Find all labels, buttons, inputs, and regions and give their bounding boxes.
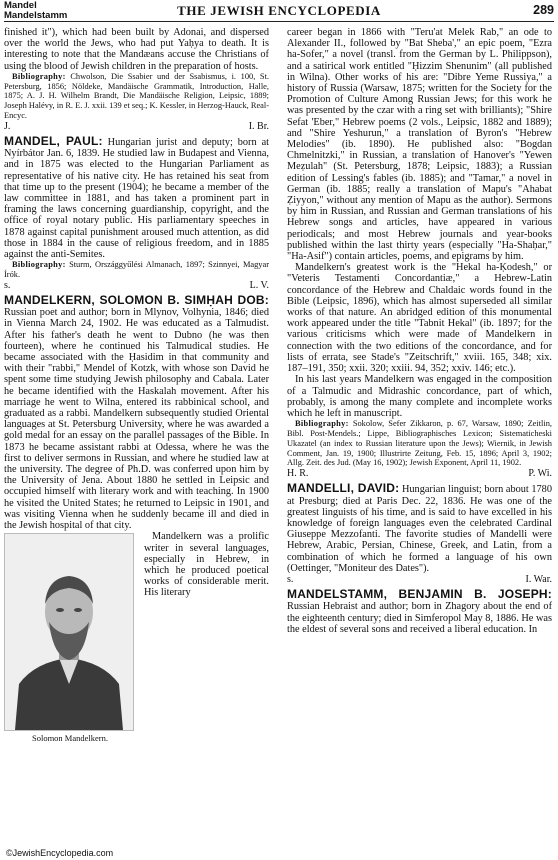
bibliography-text: Sturm, Országgyűlési Almanach, 1897; Szinnyei, Magyar Írók. <box>4 260 269 280</box>
david-signature <box>287 574 552 585</box>
signature-author: L. V. <box>249 279 269 291</box>
portrait-illustration <box>5 534 133 730</box>
intro-bibliography <box>4 72 269 121</box>
portrait-figure <box>4 533 136 744</box>
entry-mandelstamm-benjamin <box>287 589 552 635</box>
mandelkern-last-years: In his last years Mandelkern was engaged in the composition of a Talmudic and Midrashic concordance, part of which, probably, is among the many complete and incomplete works which he left in manuscript. <box>287 374 552 419</box>
intro-signature <box>4 121 269 132</box>
signature-class: J. <box>4 120 11 132</box>
copyright-footer: ©JewishEncyclopedia.com <box>6 848 114 858</box>
entry-text: Hungarian jurist and deputy; born at Nyírbátor Jan. 6, 1839. He studied law in Budapest and Vienna, and in 1875 was elected to the Hungarian Parliament as representative of his native city. He has retained his seat from that time up to the present (1904); he became a member of the law committee in 1881, and has taken a prominent part in framing the laws concerning guardianship, copyright, and the office of royal notary public. His parliamentary speeches in 1878 against capital punishment aroused much attention, as did those in 1884 in the cause of religious freedom, and in 1885 against the anti-Semites. <box>4 137 269 261</box>
mandelkern-paragraph-2: Mandelkern was a prolific writer in several languages, especially in Hebrew, in which he produced poetical works of considerable merit. His literary <box>144 531 269 599</box>
bibliography-label: Bibliography: <box>295 419 349 429</box>
header-rule <box>4 21 554 22</box>
bibliography-label: Bibliography: <box>12 260 66 270</box>
headword-mandelli-david: MANDELLI, DAVID: <box>287 481 400 496</box>
signature-author: I. Br. <box>248 120 269 132</box>
entry-mandel-paul <box>4 136 269 260</box>
page-number: 289 <box>533 3 554 17</box>
portrait-photo <box>4 533 134 731</box>
running-head-last: Mandelstamm <box>4 10 68 21</box>
paul-bibliography <box>4 260 269 280</box>
bibliography-label: Bibliography: <box>12 71 66 81</box>
portrait-caption: Solomon Mandelkern. <box>31 733 109 744</box>
mandelkern-bibliography <box>287 419 552 468</box>
intro-paragraph: finished it"), which had been built by Adonai, and dispersed over the world the Jews, who had put Yaḥya to death. It is interesting to note that the Mandæans accuse the Christians of using the blood of Jewish children in the preparation of hosts. <box>4 27 269 72</box>
entry-mandelkern <box>4 295 269 531</box>
right-column <box>287 27 552 635</box>
paul-signature <box>4 280 269 291</box>
mandelkern-signature <box>287 468 552 479</box>
entry-mandelli-david <box>287 483 552 574</box>
signature-class: s. <box>287 573 294 585</box>
entry-text: Hungarian linguist; born about 1780 at Presburg; died at Paris Dec. 22, 1836. He was one of the greatest linguists of his time, and is said to have excelled in his knowledge of foreign languages even the celebrated Cardinal Giuseppe Mezzofanti. The favorite studies of Mandelli were Hebrew, Arabic, Persian, Chinese, Greek, and Latin, from a combination of which he formed a language of his own (Oettinger, "Moniteur des Dates"). <box>287 484 552 574</box>
signature-author: P. Wi. <box>528 468 552 480</box>
page-header <box>0 0 558 22</box>
signature-class: s. <box>4 279 11 291</box>
running-title: THE JEWISH ENCYCLOPEDIA <box>177 3 381 18</box>
left-column <box>4 27 269 747</box>
signature-author: I. War. <box>525 573 552 585</box>
mandelkern-career: career began in 1866 with "Teru'at Melek Rab," an ode to Alexander II., followed by "Bat Sheba'," an epic poem, "Ezra ha-Sofer," a novel (transl. from the German by L. Philippson), and a satirical work entitled "Ḥizzim Shenunim" (all published in Wilna). Other works of his are: "Dibre Yeme Russiya," a history of Russia (Warsaw, 1875; written for the Society for the Promotion of Culture Among Russian Jews; for this work he was presented by the czar with a ring set with brilliants); "Shire Sefat 'Eber," Hebrew poems (2 vols., Leipsic, 1882 and 1889); and "Shire Yeshurun," a translation of Byron's "Hebrew Melodies" (ib. 1890). He published also: "Bogdan Chmelnitzki," in Russian, a translation of Hanover's "Yewen Meẓulah" (St. Petersburg, 1878; Leipsic, 1883); a Russian edition of Lessing's fables (ib. 1885); and "Tamar," a novel in German (ib. 1885; really a translation of Mapu's "Ahabat Ẓiyyon," without any mention of Mapu as the author). Sermons by him in Russian, and Russian and German translations of his Hebrew songs and articles, have appeared in various periodicals; and most Hebrew journals and year-books published within the last thirty years (especially "Ha-Shaḥar," "Ha-Asif") contain articles, poems, and epigrams by him. <box>287 27 552 263</box>
signature-class: H. R. <box>287 468 309 480</box>
bibliography-text: Chwolson, Die Ssabier und der Ssabismus, i. 100, St. Petersburg, 1856; Nöldeke, Mandäische Grammatik, Introduction, Halle, 1875; A. J. H. Wilhelm Brandt, Die Mandäische Religion, Leipsic, 1889; Joseph Halévy, in R. E. J. xxii. 139 et seq.; K. Kessler, in Herzog-Hauck, Real-Encyc. <box>4 71 269 120</box>
entry-text: Russian poet and author; born in Mlynov, Volhynia, 1846; died in Vienna March 24, 1902. He was educated as a Talmudist. After his father's death he went to Dubno (he was then fourteen), where he continued his Talmudical studies. He became associated with the Ḥasidim in that community and with their "rabbi," Mendel of Kotzk, with whose son David he spent some time studying Jewish philosophy and Cabala. Later he became identified with the Haskalah movement. After his marriage he went to Wilna, entered its rabbinical school, and graduated as a rabbi. Mandelkern subsequently studied Oriental languages at St. Petersburg University, where he was awarded a gold medal for an essay on the parallel passages of the Bible. In 1873 he became assistant rabbi at Odessa, where he was the first to deliver sermons in Russian, and where he studied law at the university. The degree of Ph.D. was conferred upon him by the University of Jena. About 1880 he settled in Leipsic and occupied himself with literary work and with teaching. In 1900 he visited the United States; he returned to Leipsic in 1901, and was visiting Vienna when he suddenly became ill and died in the Jewish hospital of that city. <box>4 307 269 532</box>
running-head-first: Mandel <box>4 0 37 11</box>
mandelkern-concordance: Mandelkern's greatest work is the "Hekal ha-Ḳodesh," or "Veteris Testamenti Concordantiæ," a Hebrew-Latin concordance of the Hebrew and Chaldaic words found in the Bible (Leipsic, 1896), which has almost superseded all similar works of that nature. An abridged edition of this monumental work appeared under the title "Tabnit Hekal" (ib. 1897; for the various criticisms which were made of Mandelkern in connection with the two editions of the concordance, and for lists of errata, see Stade's "Zeitschrift," xviii. 165, 348; xix. 187–191, 350; xxii. 320; xxiii. 94, 352; xxiv. 146; etc.). <box>287 262 552 375</box>
headword-mandel-paul: MANDEL, PAUL: <box>4 134 103 148</box>
bibliography-text: Sokolow, Sefer Zikkaron, p. 67, Warsaw, 1890; Zeitlin, Bibl. Post-Mendels.; Lippe, Bibliographisches Lexicon; Sistematicheski Ukazatel (an index to Russian literature upon the Jews); Wiernik, in Jewish Comment, Jan. 19, 1900; Illustrirte Zeitung, Feb. 15, 1896; April 3, 1902; Allg. Zeit. des Jud. (May 16, 1902); Jewish Exponent, April 11, 1902. <box>287 419 552 468</box>
entry-text: Russian Hebraist and author; born in Zhagory about the end of the eighteenth century; died in Simferopol May 8, 1886. He was the eldest of several sons and received a liberal education. In <box>287 601 552 635</box>
headword-mandelstamm-benjamin: MANDELSTAMM, BENJAMIN B. JOSEPH: <box>287 587 552 602</box>
headword-mandelkern: MANDELKERN, SOLOMON B. SIMḤAH DOB: <box>4 293 269 308</box>
